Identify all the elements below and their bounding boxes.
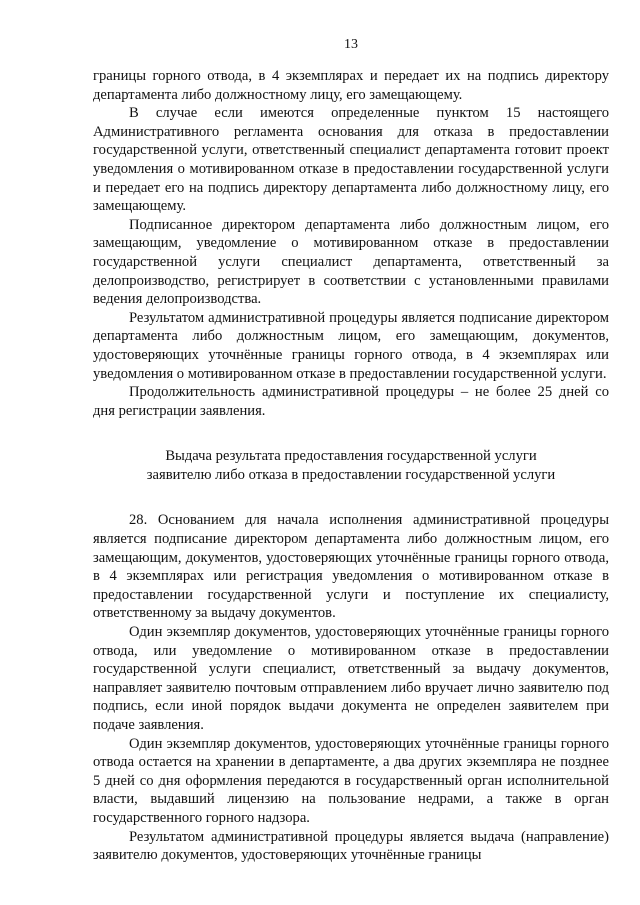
section-heading bbox=[93, 447, 609, 484]
section-heading-line-1: Выдача результата предоставления государственной услуги bbox=[165, 448, 537, 465]
paragraph-registration: Подписанное директором департамента либо должностным лицом, его замещающим, уведомление о мотивированном отказе в предоставлении государственной услуги специалист департамента, ответственный за делопроизводство, регистрирует в соответствии с установленными правилами ведения делопроизводства. bbox=[93, 216, 609, 308]
page-number: 13 bbox=[344, 37, 358, 52]
paragraph-duration: Продолжительность административной процедуры – не более 25 дней со дня регистрации заявления. bbox=[93, 384, 609, 419]
paragraph-delivery: Один экземпляр документов, удостоверяющих уточнённые границы горного отвода, или уведомление о мотивированном отказе в предоставлении государственной услуги специалист, ответственный за выдачу документов, направляет заявителю почтовым отправлением либо вручает лично заявителю под подпись, если иной порядок выдачи документа не определен заявителем при подаче заявления. bbox=[93, 624, 609, 733]
paragraph-storage: Один экземпляр документов, удостоверяющих уточнённые границы горного отвода остается на хранении в департаменте, а два других экземпляра не позднее 5 дней со дня оформления передаются в государственный орган исполнительной власти, выдавший лицензию на пользование недрами, а также в орган государственного горного надзора. bbox=[93, 735, 609, 826]
paragraph-item-28: 28. Основанием для начала исполнения административной процедуры является подписание директором департамента либо должностным лицом, его замещающим, документов, удостоверяющих уточнённые границы горного отвода, в 4 экземплярах или регистрация уведомления о мотивированном отказе в предоставлении государственной услуги и поступление их специалисту, ответственному за выдачу документов. bbox=[93, 512, 609, 622]
document-body bbox=[93, 67, 609, 865]
paragraph-result: Результатом административной процедуры является подписание директором департамента либо должностным лицом, его замещающим, документов, удостоверяющих уточнённые границы горного отвода, в 4 экземплярах или уведомления о мотивированном отказе в предоставлении государственной услуги. bbox=[93, 309, 609, 382]
section-heading-line-2: заявителю либо отказа в предоставлении государственной услуги bbox=[146, 466, 556, 483]
paragraph-final-result: Результатом административной процедуры является выдача (направление) заявителю документов, удостоверяющих уточнённые границы bbox=[93, 828, 609, 864]
document-page bbox=[93, 0, 609, 905]
paragraph-refusal-grounds: В случае если имеются определенные пунктом 15 настоящего Административного регламента основания для отказа в предоставлении государственной услуги, ответственный специалист департамента готовит проект уведомления о мотивированном отказе в предоставлении государственной услуги и передает его на подпись директору департамента либо должностному лицу, его замещающему. bbox=[93, 105, 609, 215]
paragraph-continuation: границы горного отвода, в 4 экземплярах и передает их на подпись директору департамента либо должностному лицу, его замещающему. bbox=[93, 68, 609, 103]
